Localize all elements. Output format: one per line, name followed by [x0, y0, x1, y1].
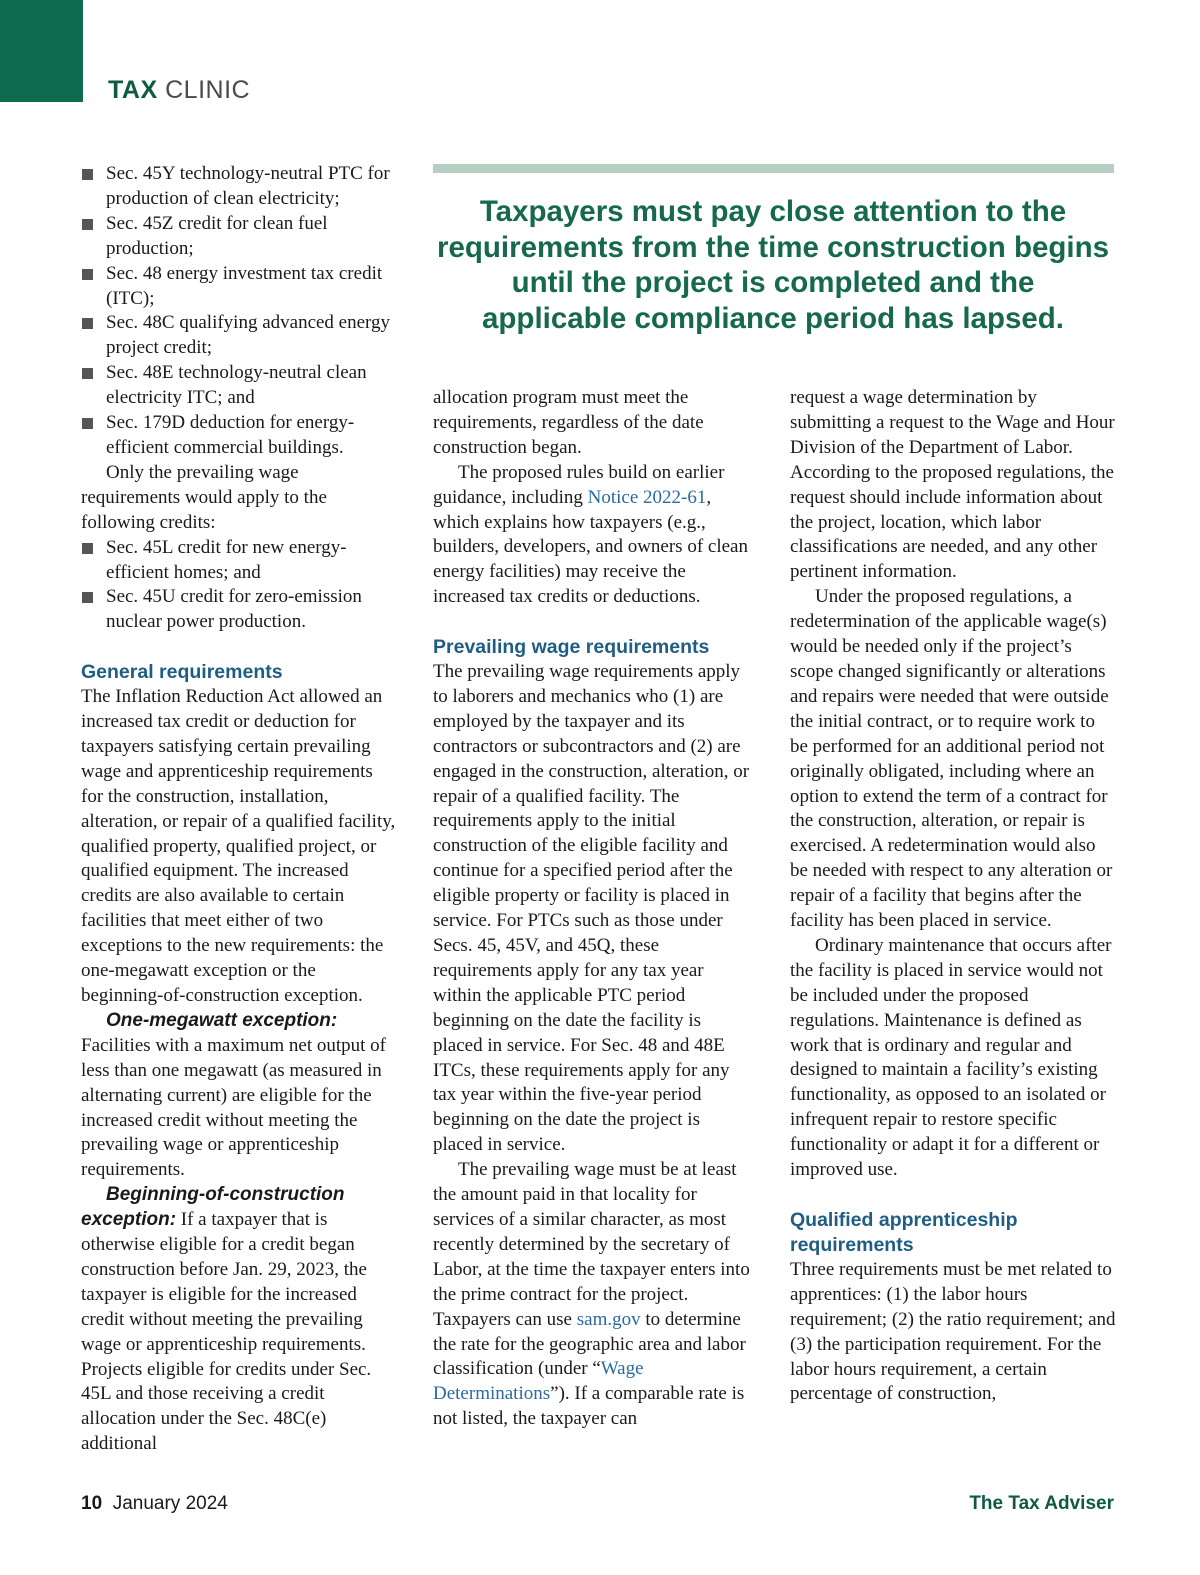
bullet-square-icon [82, 592, 93, 603]
page-number: 10 [81, 1493, 103, 1514]
paragraph-megawatt: One-megawatt exception: Facilities with a maximum net output of less than one megawatt (as measured in alternating current) are eligible for the increased credit without meeting the prevailing wage or apprenticeship requirements. [81, 1009, 387, 1181]
list-item: Sec. 179D deduction for energy-efficient commercial buildings. [81, 411, 399, 461]
credit-list-b [81, 536, 399, 636]
list-item: Sec. 45L credit for new energy-efficient homes; and [81, 536, 399, 586]
runin-megawatt: One-megawatt exception: [106, 1009, 338, 1031]
page-folio [81, 1493, 228, 1515]
paragraph-boc: Beginning-of-construction exception: If a taxpayer that is otherwise eligible for a credit began construction before Jan. 29, 2023, the taxpayer is eligible for the increased credit without meeting the prevailing wage or apprenticeship requirements. Projects eligible for credits under Sec. 45L and those receiving a credit allocation under the Sec. 48C(e) additional [81, 1184, 372, 1455]
paragraph-only-prevailing: Only the prevailing wage requirements would apply to the following credits: [81, 461, 327, 533]
list-item: Sec. 45U credit for zero-emission nuclear power production. [81, 585, 399, 635]
paragraph-prevailing: The prevailing wage requirements apply to laborers and mechanics who (1) are employed by the taxpayer and its contractors or subcontractors and (2) are engaged in the construction, alteration, or repair of a qualified facility. The requirements apply to the initial construction of the eligible facility and continue for a specified period after the eligible property or facility is placed in service. For PTCs such as those under Secs. 45, 45V, and 45Q, these requirements apply for any tax year within the applicable PTC period beginning on the date the facility is placed in service. For Sec. 48 and 48E ITCs, these requirements apply for any tax year within the five-year period beginning on the date the project is placed in service. [433, 661, 750, 1156]
runin-boc: Beginning-of-construction exception: [81, 1184, 345, 1231]
link-notice-2022-61[interactable]: Notice 2022-61 [587, 486, 707, 508]
column-1 [81, 162, 399, 1457]
section-tag [108, 76, 250, 105]
bullet-square-icon [82, 269, 93, 280]
credit-list-a [81, 162, 399, 461]
bullet-square-icon [82, 368, 93, 379]
paragraph-apprenticeship: Three requirements must be met related to apprentices: (1) the labor hours requirement; (2) the ratio requirement; and (3) the participation requirement. For the labor hours requirement, a certain percentage of construction, [790, 1258, 1116, 1405]
paragraph-wage-rate: The prevailing wage must be at least the amount paid in that locality for services of a similar character, as most recently determined by the secretary of Labor, at the time the taxpayer enters into the prime contract for the project. Taxpayers can use sam.gov to determine the rate for the geographic area and labor classification (under “Wage Determinations”). If a comparable rate is not listed, the taxpayer can [433, 1159, 750, 1430]
list-item: Sec. 45Y technology-neutral PTC for production of clean electricity; [81, 162, 399, 212]
section-tag-bold: TAX [108, 76, 158, 104]
heading-apprenticeship: Qualified apprenticeship requirements [790, 1208, 1018, 1256]
paragraph-proposed-rules: The proposed rules build on earlier guidance, including Notice 2022-61, which explains how taxpayers (e.g., builders, developers, and owners of clean energy facilities) may receive the increased tax credits or deductions. [433, 461, 748, 608]
corner-color-block [0, 0, 83, 102]
magazine-name: The Tax Adviser [969, 1493, 1114, 1514]
list-item: Sec. 45Z credit for clean fuel production; [81, 212, 399, 262]
issue-date: January 2024 [112, 1493, 228, 1514]
section-tag-light: CLINIC [165, 76, 251, 104]
paragraph-continued: request a wage determination by submitting a request to the Wage and Hour Division of the Department of Labor. According to the proposed regulations, the request should include information about the project, location, which labor classifications are needed, and any other pertinent information. [790, 387, 1115, 583]
list-item: Sec. 48E technology-neutral clean electricity ITC; and [81, 361, 399, 411]
list-item: Sec. 48 energy investment tax credit (ITC); [81, 262, 399, 312]
column-2 [433, 386, 751, 1432]
pull-quote: Taxpayers must pay close attention to the requirements from the time construction begins until the project is completed and the applicable compliance period has lapsed. [436, 195, 1110, 335]
paragraph-maintenance: Ordinary maintenance that occurs after the facility is placed in service would not be included under the proposed regulations. Maintenance is defined as work that is ordinary and regular and designed to maintain a facility’s existing functionality, as opposed to an isolated or infrequent repair to restore specific functionality or adapt it for a different or improved use. [790, 934, 1112, 1181]
bullet-square-icon [82, 169, 93, 180]
bullet-square-icon [82, 219, 93, 230]
bullet-square-icon [82, 418, 93, 429]
column-3 [790, 386, 1116, 1407]
paragraph-continued: allocation program must meet the requirements, regardless of the date construction began. [433, 387, 704, 458]
heading-prevailing-wage: Prevailing wage requirements [433, 636, 710, 659]
paragraph-redetermination: Under the proposed regulations, a redetermination of the applicable wage(s) would be needed only if the project’s scope changed significantly or alterations and repairs were needed that were outside the initial contract, or to require work to be performed for an additional period not originally obligated, including where an option to extend the term of a contract for the construction, alteration, or repair is exercised. A redetermination would also be needed with respect to any alteration or repair of a facility that begins after the facility has been placed in service. [790, 586, 1113, 932]
pull-quote-bar [433, 164, 1114, 173]
link-wage-determinations[interactable]: Wage Determinations [433, 1358, 644, 1405]
paragraph-general: The Inflation Reduction Act allowed an increased tax credit or deduction for taxpayers satisfying certain prevailing wage and apprenticeship requirements for the construction, installation, alteration, or repair of a qualified facility, qualified property, qualified project, or qualified equipment. The increased credits are also available to certain facilities that meet either of two exceptions to the new requirements: the one-megawatt exception or the beginning-of-construction exception. [81, 686, 396, 1006]
bullet-square-icon [82, 318, 93, 329]
heading-general-requirements: General requirements [81, 661, 283, 684]
bullet-square-icon [82, 543, 93, 554]
link-sam-gov[interactable]: sam.gov [576, 1308, 641, 1330]
list-item: Sec. 48C qualifying advanced energy project credit; [81, 311, 399, 361]
